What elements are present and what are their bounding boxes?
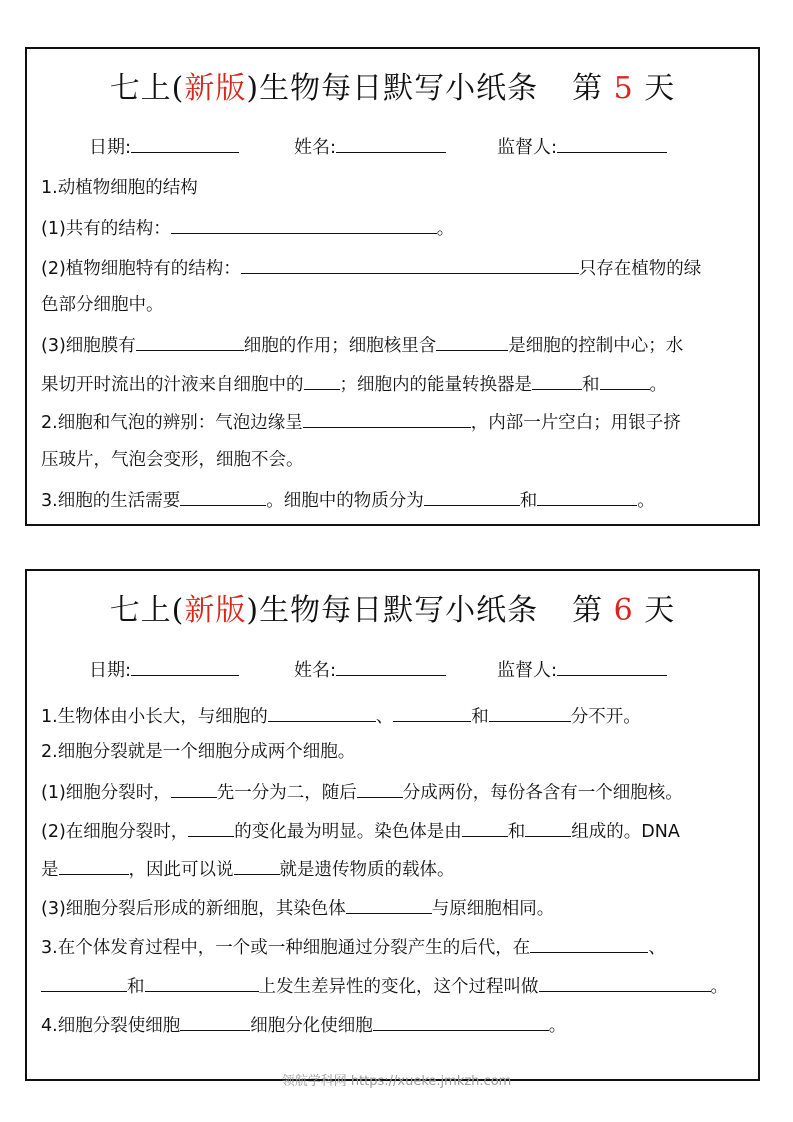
day-suffix: 天 <box>633 71 676 106</box>
day-number: 6 <box>613 593 634 628</box>
question-line: (3)细胞分裂后形成的新细胞，其染色体 与原细胞相同。 <box>41 895 554 921</box>
answer-blank[interactable] <box>537 487 637 506</box>
title-prefix: 七上( <box>109 593 185 628</box>
supervisor-field[interactable]: 监督人: <box>497 133 667 159</box>
title-suffix: )生物每日默写小纸条 <box>246 71 539 106</box>
answer-blank[interactable] <box>530 934 648 953</box>
card-title <box>27 63 758 107</box>
question-line: (1)共有的结构： 。 <box>41 215 454 241</box>
supervisor-blank[interactable] <box>557 134 667 153</box>
question-line: 压玻片，气泡会变形，细胞不会。 <box>41 450 304 470</box>
name-field[interactable]: 姓名: <box>294 656 446 682</box>
answer-blank[interactable] <box>600 371 650 390</box>
title-suffix: )生物每日默写小纸条 <box>246 593 539 628</box>
answer-blank[interactable] <box>525 818 571 837</box>
question-line: 是 ，因此可以说 就是遗传物质的载体。 <box>41 856 455 882</box>
question-line: 1.生物体由小长大，与细胞的 、 和 分不开。 <box>41 703 641 729</box>
answer-blank[interactable] <box>346 895 432 914</box>
title-prefix: 七上( <box>109 71 185 106</box>
question-line: 和 上发生差异性的变化，这个过程叫做 。 <box>41 973 728 999</box>
day-suffix: 天 <box>633 593 676 628</box>
answer-blank[interactable] <box>180 487 266 506</box>
question-line: (3)细胞膜有 细胞的作用；细胞核里含 是细胞的控制中心；水 <box>41 332 683 358</box>
question-line: (1)细胞分裂时， 先一分为二，随后 分成两份，每份各含有一个细胞核。 <box>41 779 683 805</box>
day-number: 5 <box>613 71 634 106</box>
answer-blank[interactable] <box>59 856 129 875</box>
date-field[interactable]: 日期: <box>89 133 239 159</box>
answer-blank[interactable] <box>234 856 280 875</box>
answer-blank[interactable] <box>303 409 471 428</box>
answer-blank[interactable] <box>489 703 571 722</box>
question-line: 2.细胞和气泡的辨别：气泡边缘呈 ，内部一片空白；用银子挤 <box>41 409 681 435</box>
title-new-edition: 新版 <box>184 71 247 106</box>
answer-blank[interactable] <box>539 973 711 992</box>
answer-blank[interactable] <box>304 371 340 390</box>
answer-blank[interactable] <box>241 255 579 274</box>
answer-blank[interactable] <box>145 973 259 992</box>
name-blank[interactable] <box>336 134 446 153</box>
date-field[interactable]: 日期: <box>89 656 239 682</box>
footer-watermark: 领航学科网 https://xueke.jmkzh.com <box>281 1074 512 1089</box>
supervisor-field[interactable]: 监督人: <box>497 656 667 682</box>
answer-blank[interactable] <box>171 779 217 798</box>
name-field[interactable]: 姓名: <box>294 133 446 159</box>
answer-blank[interactable] <box>268 703 376 722</box>
title-new-edition: 新版 <box>184 593 247 628</box>
answer-blank[interactable] <box>136 332 244 351</box>
question-line: 3.细胞的生活需要 。细胞中的物质分为 和 。 <box>41 487 655 513</box>
dictation-card-day6 <box>25 569 760 1081</box>
answer-blank[interactable] <box>424 487 520 506</box>
dictation-card-day5 <box>25 47 760 526</box>
question-line: 色部分细胞中。 <box>41 295 164 315</box>
name-blank[interactable] <box>336 657 446 676</box>
answer-blank[interactable] <box>180 1012 250 1031</box>
day-prefix: 第 <box>572 593 614 628</box>
answer-blank[interactable] <box>532 371 582 390</box>
question-line: (2)在细胞分裂时， 的变化最为明显。染色体是由 和 组成的。DNA <box>41 818 680 844</box>
date-blank[interactable] <box>131 657 239 676</box>
day-prefix: 第 <box>572 71 614 106</box>
answer-blank[interactable] <box>393 703 471 722</box>
answer-blank[interactable] <box>188 818 234 837</box>
question-line: 果切开时流出的汁液来自细胞中的 ；细胞内的能量转换器是 和 。 <box>41 371 667 397</box>
question-line: 1.动植物细胞的结构 <box>41 178 198 198</box>
answer-blank[interactable] <box>41 973 127 992</box>
date-blank[interactable] <box>131 134 239 153</box>
answer-blank[interactable] <box>171 215 437 234</box>
supervisor-blank[interactable] <box>557 657 667 676</box>
card-title <box>27 585 758 629</box>
question-line: 2.细胞分裂就是一个细胞分成两个细胞。 <box>41 742 356 762</box>
question-line: 4.细胞分裂使细胞 细胞分化使细胞 。 <box>41 1012 566 1038</box>
question-line: (2)植物细胞特有的结构： 只存在植物的绿 <box>41 255 701 281</box>
answer-blank[interactable] <box>462 818 508 837</box>
answer-blank[interactable] <box>436 332 508 351</box>
answer-blank[interactable] <box>373 1012 549 1031</box>
question-line: 3.在个体发育过程中，一个或一种细胞通过分裂产生的后代，在 、 <box>41 934 666 960</box>
answer-blank[interactable] <box>357 779 403 798</box>
